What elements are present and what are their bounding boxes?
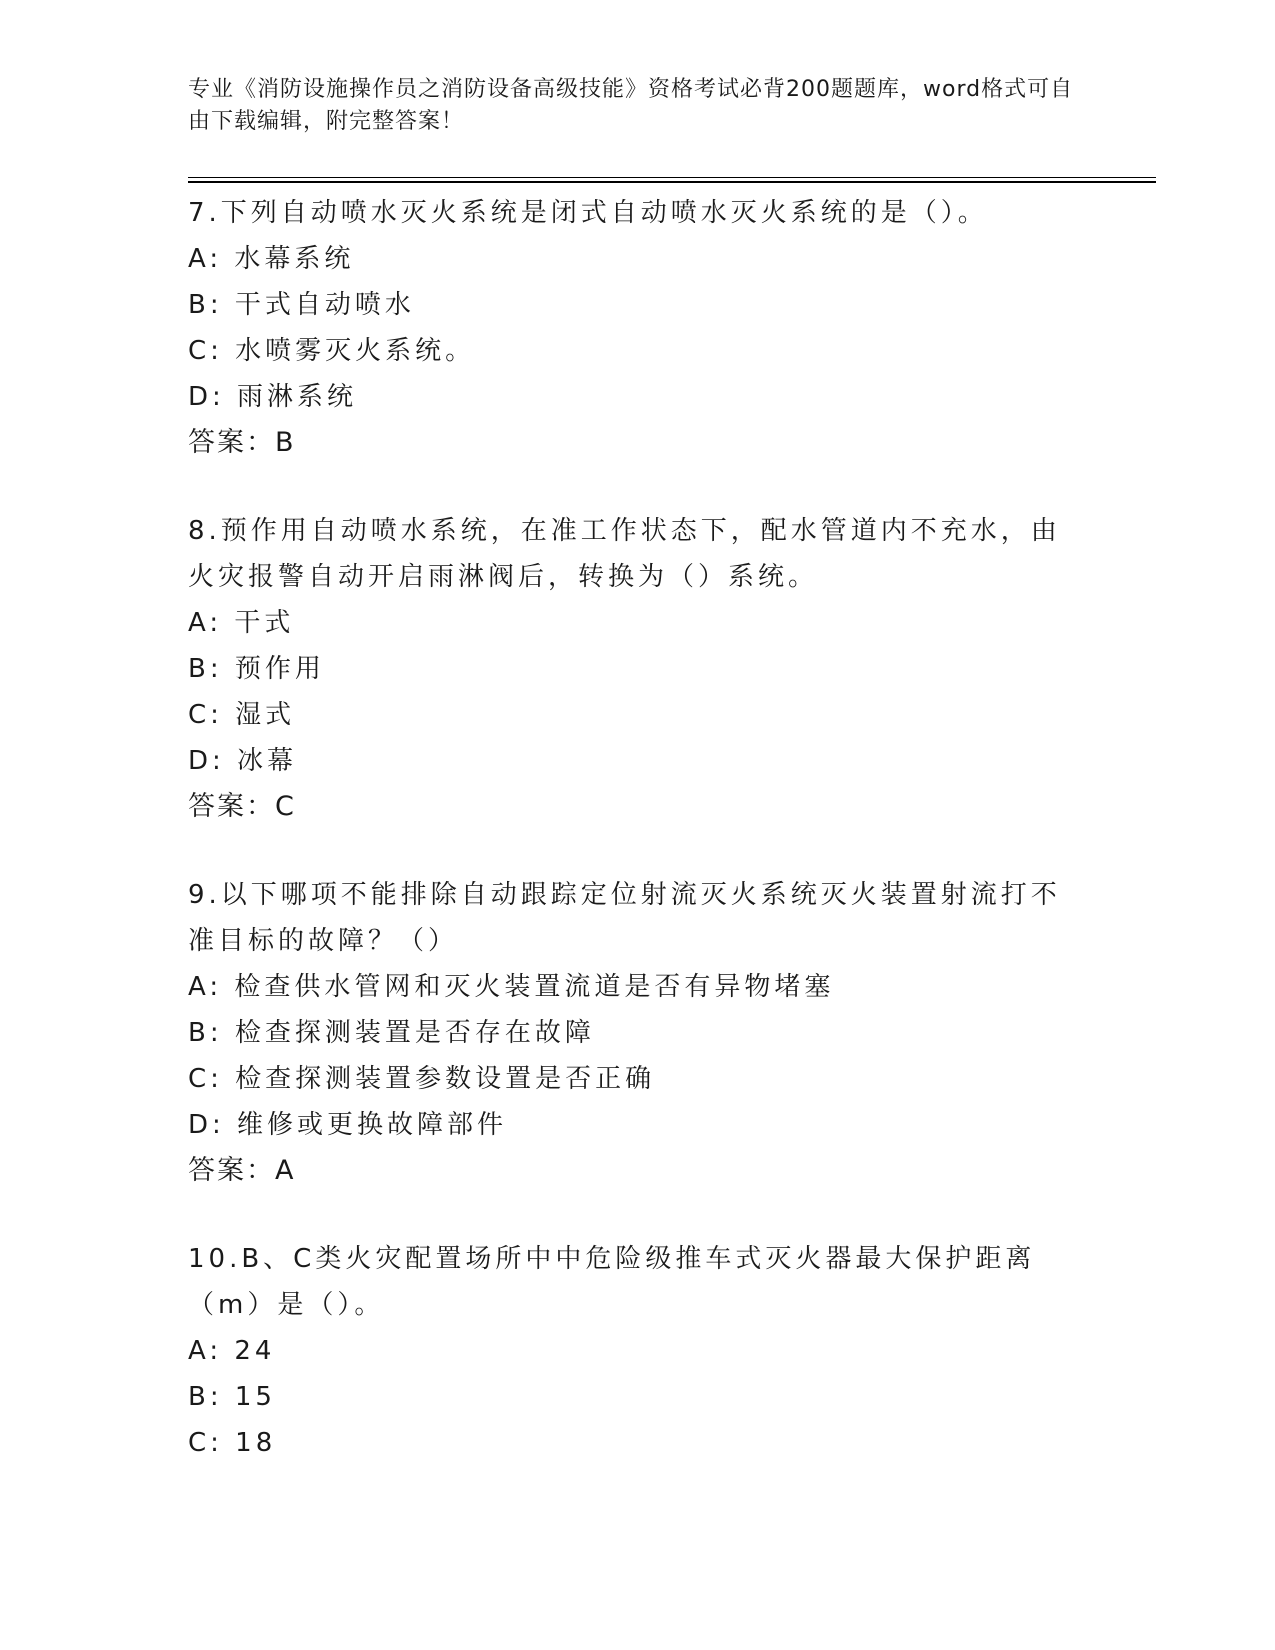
question-7 xyxy=(188,190,1088,466)
option-a: A: 水幕系统 xyxy=(188,244,355,274)
option-d: D: 冰幕 xyxy=(188,746,298,776)
document-header: 专业《消防设施操作员之消防设备高级技能》资格考试必背200题题库，word格式可自由下载编辑，附完整答案！ xyxy=(188,77,1074,134)
option-b: B: 检查探测装置是否存在故障 xyxy=(188,1018,595,1048)
question-8 xyxy=(188,508,1088,830)
option-c: C: 水喷雾灭火系统。 xyxy=(188,336,476,366)
header-divider-thin xyxy=(188,177,1156,178)
answer-line: 答案：A xyxy=(188,1155,296,1186)
header-divider-thick xyxy=(188,181,1156,183)
option-b: B: 预作用 xyxy=(188,654,325,684)
answer-line: 答案：B xyxy=(188,427,296,458)
option-d: D: 维修或更换故障部件 xyxy=(188,1110,508,1140)
question-stem: 7.下列自动喷水灭火系统是闭式自动喷水灭火系统的是（）。 xyxy=(188,198,988,228)
question-list xyxy=(188,190,1088,1508)
option-a: A: 24 xyxy=(188,1336,276,1366)
answer-line: 答案：C xyxy=(188,791,296,822)
question-stem: 10.B、C类火灾配置场所中中危险级推车式灭火器最大保护距离（m）是（）。 xyxy=(188,1244,1036,1320)
question-stem: 9.以下哪项不能排除自动跟踪定位射流灭火系统灭火装置射流打不准目标的故障？（） xyxy=(188,880,1061,956)
option-b: B: 干式自动喷水 xyxy=(188,290,415,320)
question-10 xyxy=(188,1236,1088,1466)
option-d: D: 雨淋系统 xyxy=(188,382,358,412)
option-c: C: 18 xyxy=(188,1428,277,1458)
question-9 xyxy=(188,872,1088,1194)
option-a: A: 检查供水管网和灭火装置流道是否有异物堵塞 xyxy=(188,972,835,1002)
option-b: B: 15 xyxy=(188,1382,276,1412)
option-c: C: 检查探测装置参数设置是否正确 xyxy=(188,1064,656,1094)
question-stem: 8.预作用自动喷水系统，在准工作状态下，配水管道内不充水，由火灾报警自动开启雨淋阀后，转换为（）系统。 xyxy=(188,516,1061,592)
option-a: A: 干式 xyxy=(188,608,295,638)
option-c: C: 湿式 xyxy=(188,700,296,730)
